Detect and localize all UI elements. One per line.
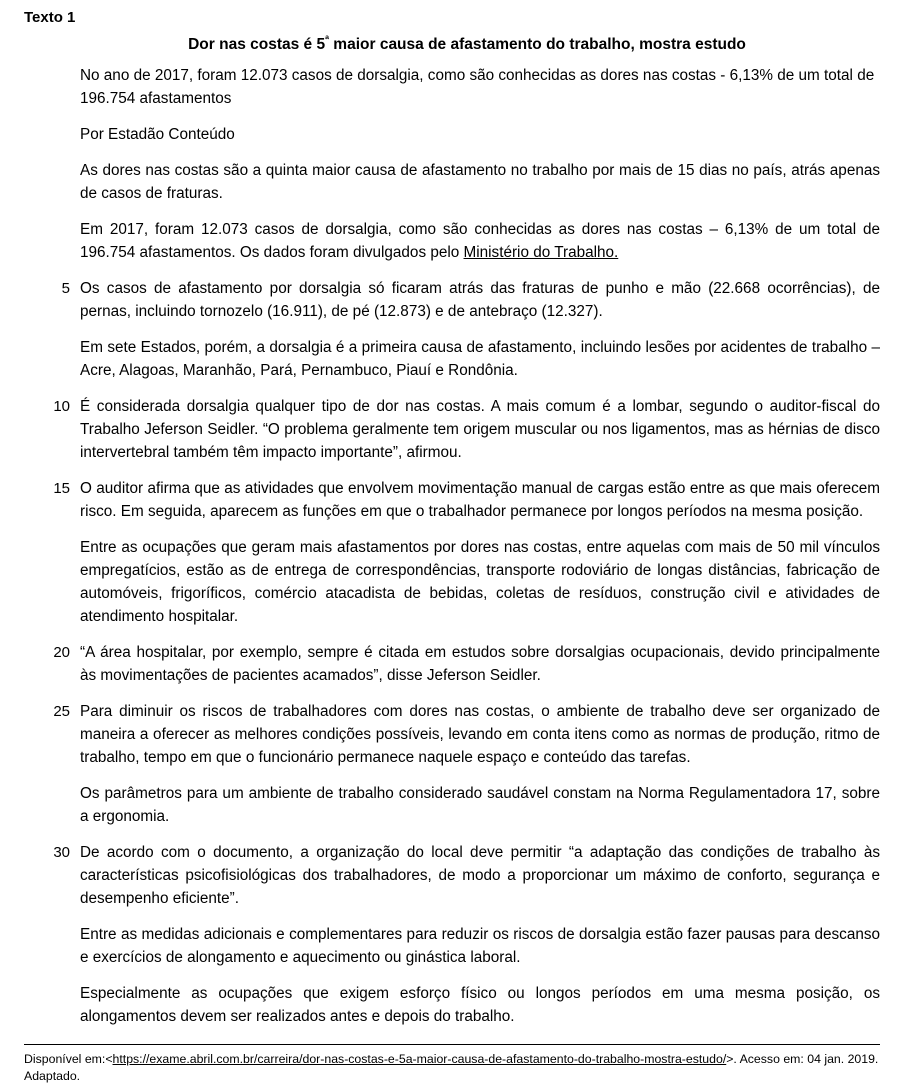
paragraph-text: De acordo com o documento, a organização do local deve permitir “a adaptação das condições de trabalho às características psicofisiológicas dos trabalhadores, de modo a proporcionar um máximo de conforto, segurança e desempenho eficiente”. <box>80 844 880 907</box>
paragraph-text: Para diminuir os riscos de trabalhadores com dores nas costas, o ambiente de trabalho deve ser organizado de maneira a oferecer as melhores condições possíveis, levando em conta itens como as normas de produção, ritmo de trabalho, tempo em que o funcionário permanece naquele espaço e conteúdo das tarefas. <box>80 703 880 766</box>
line-number: 5 <box>61 280 70 297</box>
document-body <box>46 64 880 1028</box>
paragraph-row <box>46 641 880 687</box>
paragraph-row <box>46 395 880 464</box>
lead-paragraph: No ano de 2017, foram 12.073 casos de dorsalgia, como são conhecidas as dores nas costas - 6,13% de um total de 196.754 afastamentos <box>80 67 875 107</box>
source-suffix: >. Acesso em: 04 jan. 2019. Adaptado. <box>24 1052 879 1083</box>
byline-row <box>46 123 880 146</box>
paragraph-row <box>46 477 880 523</box>
paragraph-text-segment: Em 2017, foram 12.073 casos de dorsalgia, como são conhecidas as dores nas costas – 6,13% de um total de 196.754 afastamentos. Os dados foram divulgados pelo <box>80 221 880 261</box>
line-number: 25 <box>53 703 70 720</box>
source-url-link[interactable]: https://exame.abril.com.br/carreira/dor-nas-costas-e-5a-maior-causa-de-afastamento-do-trabalho-mostra-estudo/ <box>112 1052 727 1066</box>
paragraph-text: Os parâmetros para um ambiente de trabalho considerado saudável constam na Norma Regulamentadora 17, sobre a ergonomia. <box>80 785 880 825</box>
source-divider <box>24 1044 880 1045</box>
lead-paragraph-row <box>46 64 880 110</box>
page-title <box>24 34 880 56</box>
paragraph-row <box>46 159 880 205</box>
paragraph-text: Especialmente as ocupações que exigem esforço físico ou longos períodos em uma mesma posição, os alongamentos devem ser realizados antes e depois do trabalho. <box>80 985 880 1025</box>
paragraph-row <box>46 782 880 828</box>
line-number: 15 <box>53 480 70 497</box>
paragraph-row <box>46 336 880 382</box>
paragraph-row <box>46 700 880 769</box>
paragraph-text: Entre as medidas adicionais e complementares para reduzir os riscos de dorsalgia estão fazer pausas para descanso e exercícios de alongamento e aquecimento ou ginástica laboral. <box>80 926 880 966</box>
paragraph-row <box>46 277 880 323</box>
paragraph-text: É considerada dorsalgia qualquer tipo de dor nas costas. A mais comum é a lombar, segundo o auditor-fiscal do Trabalho Jeferson Seidler. “O problema geralmente tem origem muscular ou nos ligamentos, mas as hérnias de disco intervertebral também têm impacto importante”, afirmou. <box>80 398 880 461</box>
paragraph-text <box>80 218 880 264</box>
paragraph-text: Entre as ocupações que geram mais afastamentos por dores nas costas, entre aquelas com mais de 50 mil vínculos empregatícios, estão as de entrega de correspondências, transporte rodoviário de longas distâncias, fabricação de automóveis, frigoríficos, comércio atacadista de bebidas, coletas de resíduos, construção civil e atividades de atendimento hospitalar. <box>80 539 880 625</box>
title-text-after-ordinal: maior causa de afastamento do trabalho, mostra estudo <box>329 36 746 53</box>
title-text-before-ordinal: Dor nas costas é 5 <box>188 36 326 53</box>
document-label: Texto 1 <box>24 9 76 26</box>
paragraph-row <box>46 218 880 264</box>
paragraph-text: As dores nas costas são a quinta maior causa de afastamento no trabalho por mais de 15 dias no país, atrás apenas de casos de fraturas. <box>80 162 880 202</box>
source-citation <box>24 1051 880 1085</box>
paragraph-text: “A área hospitalar, por exemplo, sempre é citada em estudos sobre dorsalgias ocupacionais, devido principalmente às movimentações de pacientes acamados”, disse Jeferson Seidler. <box>80 644 880 684</box>
paragraph-row <box>46 982 880 1028</box>
paragraph-text: Os casos de afastamento por dorsalgia só ficaram atrás das fraturas de punho e mão (22.668 ocorrências), de pernas, incluindo tornozelo (16.911), de pé (12.873) e de antebraço (12.327). <box>80 280 880 320</box>
source-prefix: Disponível em:< <box>24 1052 113 1066</box>
byline: Por Estadão Conteúdo <box>80 126 235 143</box>
paragraph-row <box>46 536 880 628</box>
line-number: 10 <box>53 398 70 415</box>
ministry-link[interactable]: Ministério do Trabalho. <box>463 244 619 261</box>
title-ordinal-indicator: ª <box>325 33 329 46</box>
paragraph-row <box>46 923 880 969</box>
line-number: 30 <box>53 844 70 861</box>
line-number: 20 <box>53 644 70 661</box>
paragraph-text: O auditor afirma que as atividades que envolvem movimentação manual de cargas estão entre as que mais oferecem risco. Em seguida, aparecem as funções em que o trabalhador permanece por longos períodos na mesma posição. <box>80 480 880 520</box>
paragraph-row <box>46 841 880 910</box>
paragraph-text: Em sete Estados, porém, a dorsalgia é a primeira causa de afastamento, incluindo lesões por acidentes de trabalho – Acre, Alagoas, Maranhão, Pará, Pernambuco, Piauí e Rondônia. <box>80 339 880 379</box>
